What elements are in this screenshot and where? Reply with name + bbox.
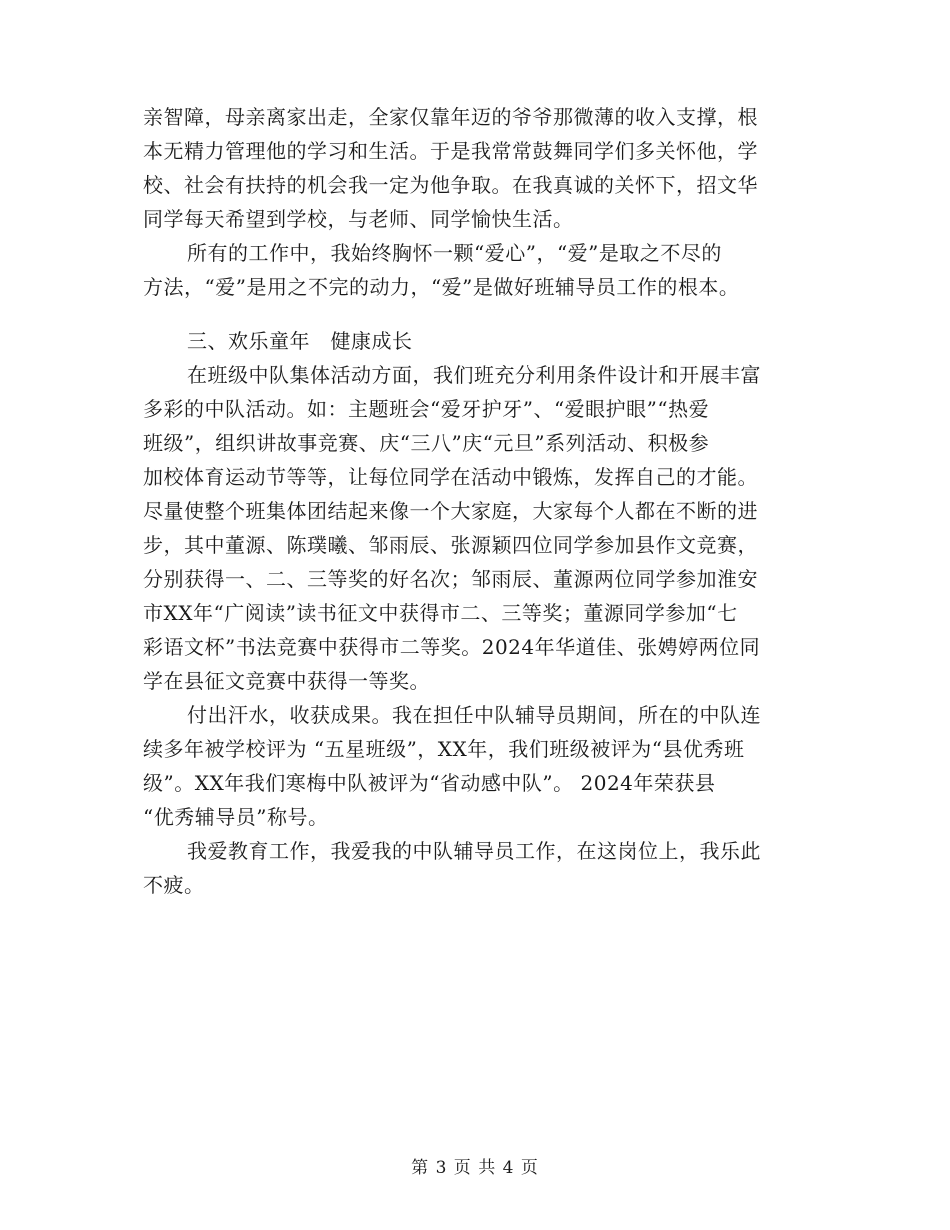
- text-line: 亲智障，母亲离家出走，全家仅靠年迈的爷爷那微薄的收入支撑，根: [143, 105, 758, 129]
- text-line: 级”。XX年我们寒梅中队被评为“省动感中队”。 2024年荣获县: [143, 771, 716, 795]
- paragraph: [143, 358, 818, 698]
- text-line: 多彩的中队活动。如：主题班会“爱牙护牙”、“爱眼护眼”“热爱: [143, 397, 710, 421]
- text-line: 学在县征文竞赛中获得一等奖。: [143, 669, 430, 693]
- text-line: 尽量使整个班集体团结起来像一个大家庭，大家每个人都在不断的进: [143, 499, 758, 523]
- text-line: 班级”，组织讲故事竞赛、庆“三八”庆“元旦”系列活动、积极参: [143, 431, 710, 455]
- page-number-footer: 第 3 页 共 4 页: [411, 1158, 539, 1178]
- text-line: 我爱教育工作，我爱我的中队辅导员工作，在这岗位上，我乐此: [187, 839, 761, 863]
- paragraph-gap: [143, 304, 818, 324]
- text-line: 续多年被学校评为 “五星班级”，XX年，我们班级被评为“县优秀班: [143, 737, 745, 761]
- text-line: 市XX年“广阅读”读书征文中获得市二、三等奖；董源同学参加“七: [143, 601, 738, 625]
- text-line: 在班级中队集体活动方面，我们班充分利用条件设计和开展丰富: [187, 363, 761, 387]
- document-body: [143, 100, 818, 902]
- text-line: 不疲。: [143, 873, 205, 897]
- text-line: 同学每天希望到学校，与老师、同学愉快生活。: [143, 207, 574, 231]
- text-line: 付出汗水，收获成果。我在担任中队辅导员期间，所在的中队连: [187, 703, 761, 727]
- paragraph: [143, 834, 818, 902]
- paragraph: [143, 236, 818, 304]
- text-line: 校、社会有扶持的机会我一定为他争取。在我真诚的关怀下，招文华: [143, 173, 758, 197]
- paragraph: [143, 100, 818, 236]
- text-line: “优秀辅导员”称号。: [143, 805, 329, 829]
- text-line: 步，其中董源、陈璞曦、邹雨辰、张源颖四位同学参加县作文竞赛，: [143, 533, 758, 557]
- text-line: 本无精力管理他的学习和生活。于是我常常鼓舞同学们多关怀他，学: [143, 139, 758, 163]
- text-line: 加校体育运动节等等，让每位同学在活动中锻炼，发挥自己的才能。: [143, 465, 758, 489]
- text-line: 彩语文杯”书法竞赛中获得市二等奖。2024年华道佳、张娉婷两位同: [143, 635, 761, 659]
- section-heading: 三、欢乐童年 健康成长: [187, 329, 413, 353]
- text-line: 分别获得一、二、三等奖的好名次；邹雨辰、董源两位同学参加淮安: [143, 567, 758, 591]
- text-line: 所有的工作中，我始终胸怀一颗“爱心”，“爱”是取之不尽的: [187, 241, 722, 265]
- paragraph: [143, 698, 818, 834]
- text-line: 方法，“爱”是用之不完的动力，“爱”是做好班辅导员工作的根本。: [143, 275, 740, 299]
